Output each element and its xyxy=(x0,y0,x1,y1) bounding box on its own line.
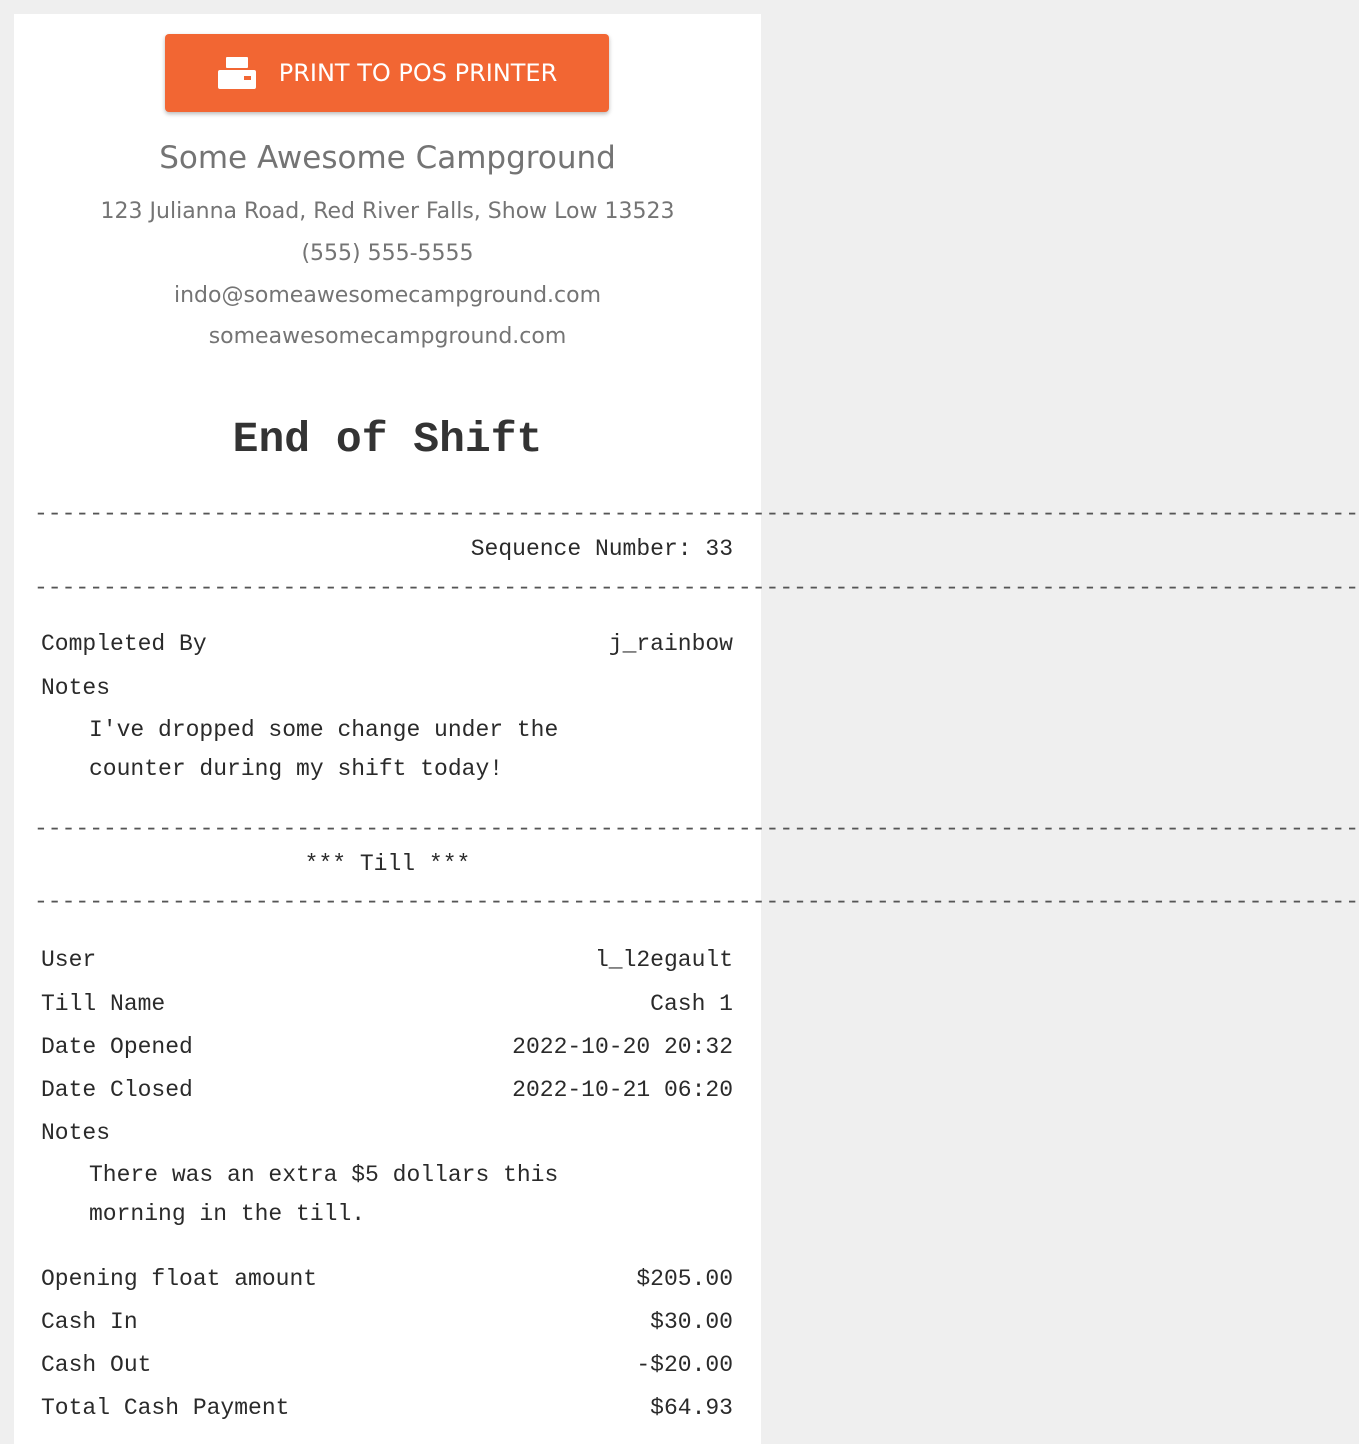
till-user-value: l_l2egault xyxy=(594,947,733,973)
receipt-paper xyxy=(14,14,1359,1444)
cash-out-label: Cash Out xyxy=(41,1352,152,1378)
till-notes-text: There was an extra $5 dollars this morning in the till. xyxy=(89,1162,559,1227)
till-heading: *** Till *** xyxy=(304,851,471,877)
opening-float-row xyxy=(41,1264,733,1294)
campground-website: someawesomecampground.com xyxy=(208,324,567,349)
notes-label-row xyxy=(41,673,733,703)
till-notes-label: Notes xyxy=(41,1120,111,1146)
till-name-label: Till Name xyxy=(41,991,166,1017)
print-to-pos-printer-button[interactable] xyxy=(165,34,609,112)
date-closed-label: Date Closed xyxy=(41,1077,193,1103)
till-user-row xyxy=(41,945,733,975)
opening-float-value: $205.00 xyxy=(636,1266,733,1292)
campground-name: Some Awesome Campground xyxy=(159,140,616,176)
completed-by-row xyxy=(41,629,733,659)
date-opened-row xyxy=(41,1032,733,1062)
sequence-number-label: Sequence Number: xyxy=(470,536,692,562)
cash-in-label: Cash In xyxy=(41,1309,138,1335)
till-notes-label-row xyxy=(41,1118,733,1148)
shift-notes-text: I've dropped some change under the counter during my shift today! xyxy=(89,717,559,782)
cash-in-value: $30.00 xyxy=(650,1309,733,1335)
printer-icon xyxy=(217,56,257,90)
campground-phone: (555) 555-5555 xyxy=(301,241,474,266)
completed-by-label: Completed By xyxy=(41,631,207,657)
cash-in-row xyxy=(41,1307,733,1337)
receipt-title: End of Shift xyxy=(232,415,543,464)
cash-out-row xyxy=(41,1350,733,1380)
date-opened-value: 2022-10-20 20:32 xyxy=(512,1034,733,1060)
opening-float-label: Opening float amount xyxy=(41,1266,318,1292)
cash-out-value: -$20.00 xyxy=(636,1352,733,1378)
divider: ------------------------------------------------------------------------------------------------ xyxy=(34,816,1359,842)
divider: ------------------------------------------------------------------------------------------------ xyxy=(34,575,1359,601)
total-cash-payment-row xyxy=(41,1393,733,1423)
campground-email: indo@someawesomecampground.com xyxy=(173,283,602,308)
divider: ------------------------------------------------------------------------------------------------ xyxy=(34,889,1359,915)
till-user-label: User xyxy=(41,947,97,973)
sequence-number-row xyxy=(41,534,733,564)
campground-address: 123 Julianna Road, Red River Falls, Show Low 13523 xyxy=(100,199,675,224)
notes-label: Notes xyxy=(41,675,111,701)
print-button-label: PRINT TO POS PRINTER xyxy=(278,59,558,87)
date-closed-row xyxy=(41,1075,733,1105)
till-name-value: Cash 1 xyxy=(650,991,733,1017)
date-closed-value: 2022-10-21 06:20 xyxy=(512,1077,733,1103)
divider: ------------------------------------------------------------------------------------------------ xyxy=(34,501,1359,527)
total-cash-payment-label: Total Cash Payment xyxy=(41,1395,290,1421)
sequence-number-value: 33 xyxy=(705,536,733,562)
till-name-row xyxy=(41,989,733,1019)
date-opened-label: Date Opened xyxy=(41,1034,193,1060)
total-cash-payment-value: $64.93 xyxy=(650,1395,733,1421)
completed-by-value: j_rainbow xyxy=(608,631,733,657)
